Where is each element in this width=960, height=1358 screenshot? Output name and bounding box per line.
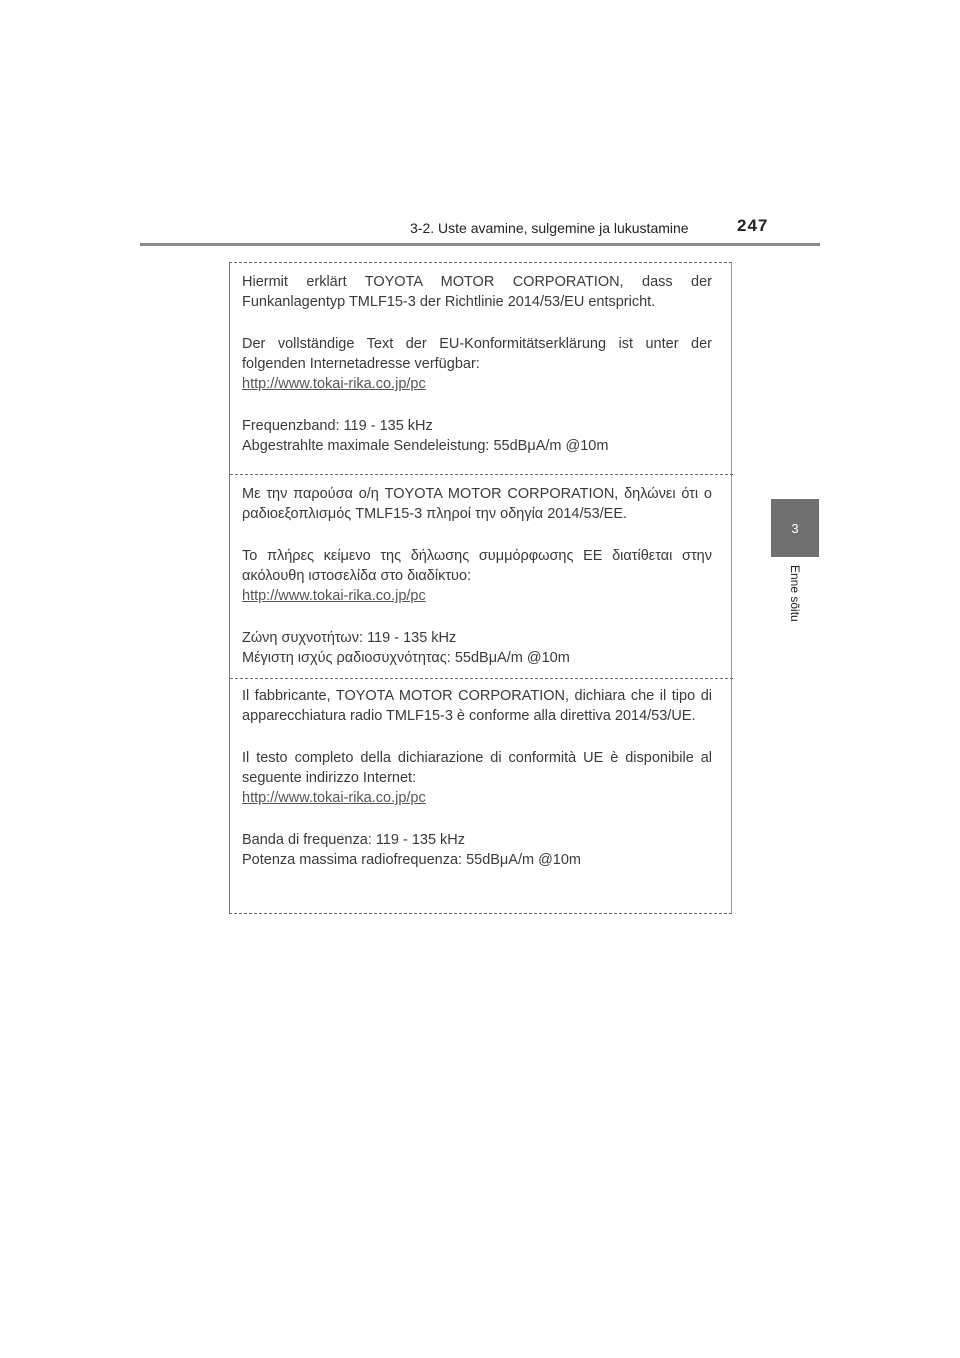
declaration-url-link[interactable]: http://www.tokai-rika.co.jp/pc <box>242 790 426 806</box>
declaration-text: Hiermit erklärt TOYOTA MOTOR CORPORATION, dass der Funkanlagentyp TMLF15-3 der Richtlinie 2014/53/EU entspricht. <box>242 274 712 310</box>
scan-bottom-edge <box>229 913 732 914</box>
declaration-scan <box>229 262 732 914</box>
frequency-band: Banda di frequenza: 119 - 135 kHz <box>242 832 466 848</box>
chapter-title: Enne sõitu <box>788 565 802 622</box>
declaration-text: Με την παρούσα ο/η TOYOTA MOTOR CORPORATION, δηλώνει ότι ο ραδιοεξοπλισμός TMLF15-3 πληροί την οδηγία 2014/53/ΕΕ. <box>242 486 712 522</box>
frequency-band: Ζώνη συχνοτήτων: 119 - 135 kHz <box>242 630 457 646</box>
declaration-block-it <box>242 686 712 870</box>
frequency-band: Frequenzband: 119 - 135 kHz <box>242 418 433 434</box>
declaration-text: Il fabbricante, TOYOTA MOTOR CORPORATION, dichiara che il tipo di apparecchiatura radio TMLF15-3 è conforme alla direttiva 2014/53/UE. <box>242 688 712 724</box>
header-divider <box>140 243 820 246</box>
declaration-url-link[interactable]: http://www.tokai-rika.co.jp/pc <box>242 588 426 604</box>
scan-top-edge <box>229 262 732 263</box>
max-power: Abgestrahlte maximale Sendeleistung: 55dBμA/m @10m <box>242 438 609 454</box>
declaration-block-el <box>242 484 712 668</box>
max-power: Μέγιστη ισχύς ραδιοσυχνότητας: 55dBμA/m @10m <box>242 650 570 666</box>
max-power: Potenza massima radiofrequenza: 55dBμA/m @10m <box>242 852 582 868</box>
full-text-note: Il testo completo della dichiarazione di conformità UE è disponibile al seguente indirizzo Internet: <box>242 750 712 786</box>
full-text-note: Το πλήρες κείμενο της δήλωσης συμμόρφωσης ΕΕ διατίθεται στην ακόλουθη ιστοσελίδα στο διαδίκτυο: <box>242 548 712 584</box>
full-text-note: Der vollständige Text der EU-Konformitätserklärung ist unter der folgenden Internetadresse verfügbar: <box>242 336 712 372</box>
block-separator <box>230 678 733 679</box>
page-number: 247 <box>737 216 769 235</box>
block-separator <box>230 474 733 475</box>
declaration-url-link[interactable]: http://www.tokai-rika.co.jp/pc <box>242 376 426 392</box>
declaration-block-de <box>242 272 712 456</box>
header-section-title: 3-2. Uste avamine, sulgemine ja lukustamine <box>410 220 689 236</box>
chapter-number: 3 <box>791 520 799 536</box>
chapter-tab <box>771 499 819 557</box>
